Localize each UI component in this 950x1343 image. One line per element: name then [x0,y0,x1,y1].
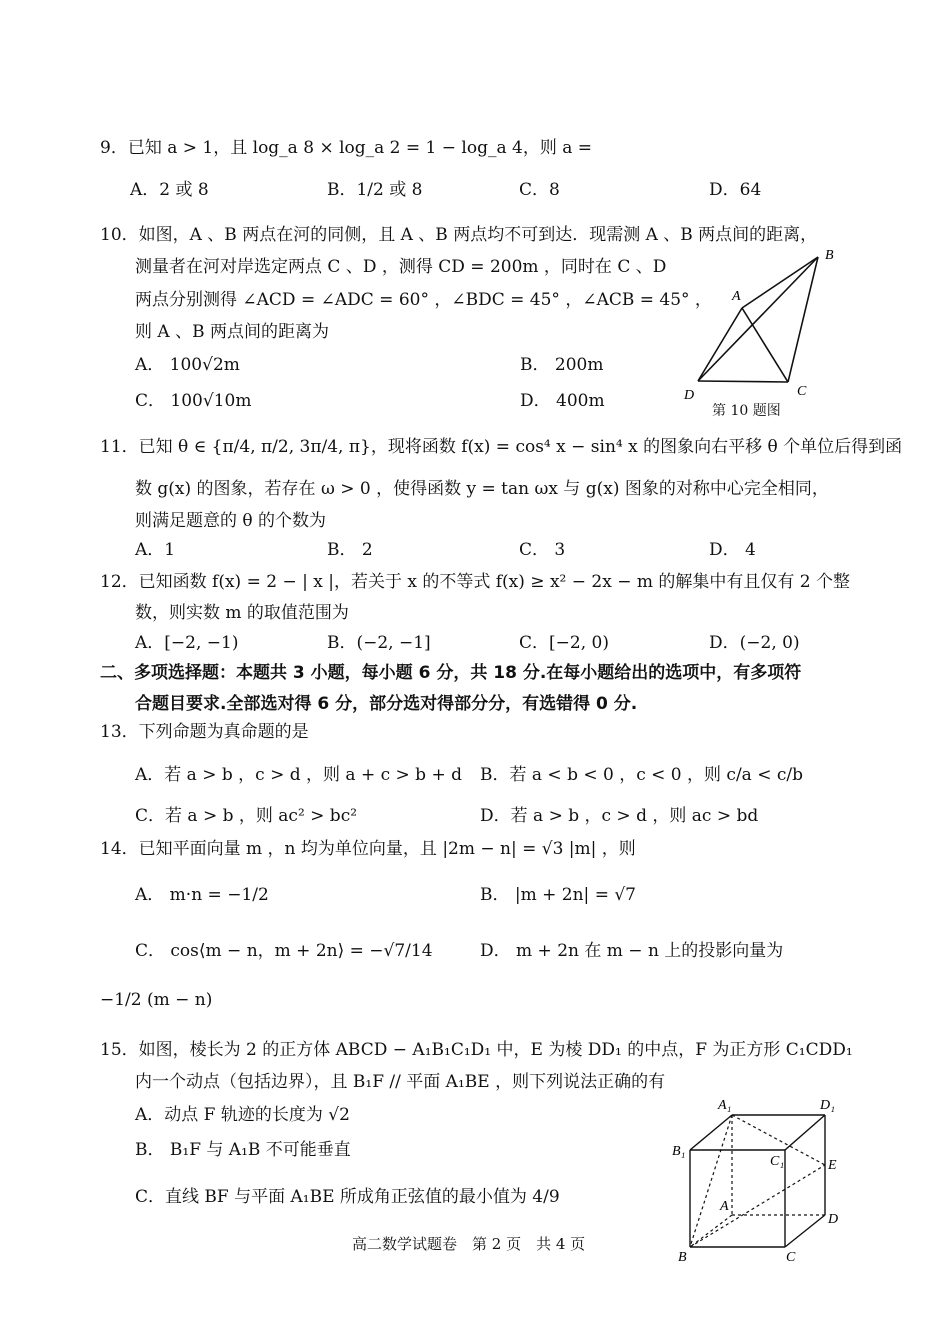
q14-option-d: D． m + 2n 在 m − n 上的投影向量为 [480,941,784,961]
q15-label-d: D [828,1212,839,1227]
q11-stem-line1: 11．已知 θ ∈ {π/4, π/2, 3π/4, π}，现将函数 f(x) = cos⁴ x − sin⁴ x 的图象向右平移 θ 个单位后得到函 [100,437,903,457]
q9-option-a: A．2 或 8 [130,180,209,200]
q10-label-d: D [684,388,695,403]
q10-stem-line4: 则 A 、B 两点间的距离为 [135,322,329,342]
q15-stem-line2: 内一个动点（包括边界），且 B₁F // 平面 A₁BE ，则下列说法正确的有 [135,1072,666,1092]
q12-stem-line1: 12．已知函数 f(x) = 2 − | x |，若关于 x 的不等式 f(x) ≥ x² − 2x − m 的解集中有且仅有 2 个整 [100,572,850,592]
page-footer: 高二数学试题卷 第 2 页 共 4 页 [352,1235,586,1253]
q9-option-c: C．8 [519,180,560,200]
q11-option-c: C． 3 [519,540,566,560]
section2-heading-line2: 合题目要求.全部选对得 6 分，部分选对得部分分，有选错得 0 分. [135,694,638,714]
q13-stem: 13．下列命题为真命题的是 [100,722,309,742]
q12-option-a: A．[−2, −1) [135,633,239,653]
q15-label-a1: A₁ [718,1098,732,1113]
q10-figure-caption: 第 10 题图 [712,403,781,419]
q10-option-a: A． 100√2m [135,355,240,375]
q12-option-b: B．(−2, −1] [327,633,431,653]
q10-option-b: B． 200m [520,355,604,375]
q12-stem-line2: 数，则实数 m 的取值范围为 [135,603,349,623]
q11-option-b: B． 2 [327,540,373,560]
q9-stem: 9．已知 a > 1，且 log_a 8 × log_a 2 = 1 − log_a 4，则 a = [100,138,593,158]
q10-label-c: C [797,384,807,399]
q15-label-c: C [786,1250,796,1265]
q15-label-d1: D₁ [820,1098,835,1113]
q11-stem-line3: 则满足题意的 θ 的个数为 [135,511,327,531]
q10-option-c: C． 100√10m [135,391,252,411]
q15-cube-figure [670,1095,845,1265]
q10-stem-line1: 10．如图，A 、B 两点在河的同侧，且 A 、B 两点均不可到达．现需测 A 、B 两点间的距离， [100,225,818,245]
q15-stem-line1: 15．如图，棱长为 2 的正方体 ABCD − A₁B₁C₁D₁ 中，E 为棱 DD₁ 的中点，F 为正方形 C₁CDD₁ [100,1040,853,1060]
q13-option-b: B．若 a < b < 0 ，c < 0 ，则 c/a < c/b [480,765,803,785]
q9-option-b: B．1/2 或 8 [327,180,423,200]
q10-stem-line3: 两点分别测得 ∠ACD = ∠ADC = 60° ，∠BDC = 45° ，∠ACB = 45° ， [135,290,712,310]
q11-option-a: A．1 [135,540,176,560]
q13-option-a: A．若 a > b ，c > d ，则 a + c > b + d [135,765,462,785]
q14-stem: 14．已知平面向量 m ，n 均为单位向量，且 |2m − n| = √3 |m| ，则 [100,839,636,859]
q10-option-d: D． 400m [520,391,605,411]
q12-option-d: D．(−2, 0) [709,633,800,653]
q15-label-a: A [720,1199,729,1214]
q9-option-d: D．64 [709,180,762,200]
q15-label-b1: B₁ [672,1144,686,1159]
q13-option-c: C．若 a > b ，则 ac² > bc² [135,806,358,826]
q14-option-b: B． |m + 2n| = √7 [480,885,636,905]
q11-stem-line2: 数 g(x) 的图象，若存在 ω > 0 ，使得函数 y = tan ωx 与 g(x) 图象的对称中心完全相同， [135,479,829,499]
q12-option-c: C．[−2, 0) [519,633,609,653]
q14-option-c: C． cos⟨m − n，m + 2n⟩ = −√7/14 [135,941,433,961]
q14-option-d-tail: −1/2 (m − n) [100,990,213,1010]
q14-option-a: A． m·n = −1/2 [135,885,269,905]
q15-label-c1: C₁ [770,1154,785,1169]
section2-heading-line1: 二、多项选择题：本题共 3 小题，每小题 6 分，共 18 分.在每小题给出的选项中，有多项符 [100,663,802,683]
q10-label-a: A [732,289,741,304]
q15-option-b: B． B₁F 与 A₁B 不可能垂直 [135,1140,351,1160]
q10-label-b: B [825,248,834,263]
q15-option-a: A．动点 F 轨迹的长度为 √2 [135,1105,350,1125]
q15-label-b: B [678,1250,687,1265]
q15-option-c: C．直线 BF 与平面 A₁BE 所成角正弦值的最小值为 4/9 [135,1187,560,1207]
q10-stem-line2: 测量者在河对岸选定两点 C 、D ，测得 CD = 200m ，同时在 C 、D [135,257,667,277]
q11-option-d: D． 4 [709,540,756,560]
q15-label-e: E [828,1158,837,1173]
q10-figure [680,245,850,405]
q13-option-d: D．若 a > b ，c > d ，则 ac > bd [480,806,759,826]
